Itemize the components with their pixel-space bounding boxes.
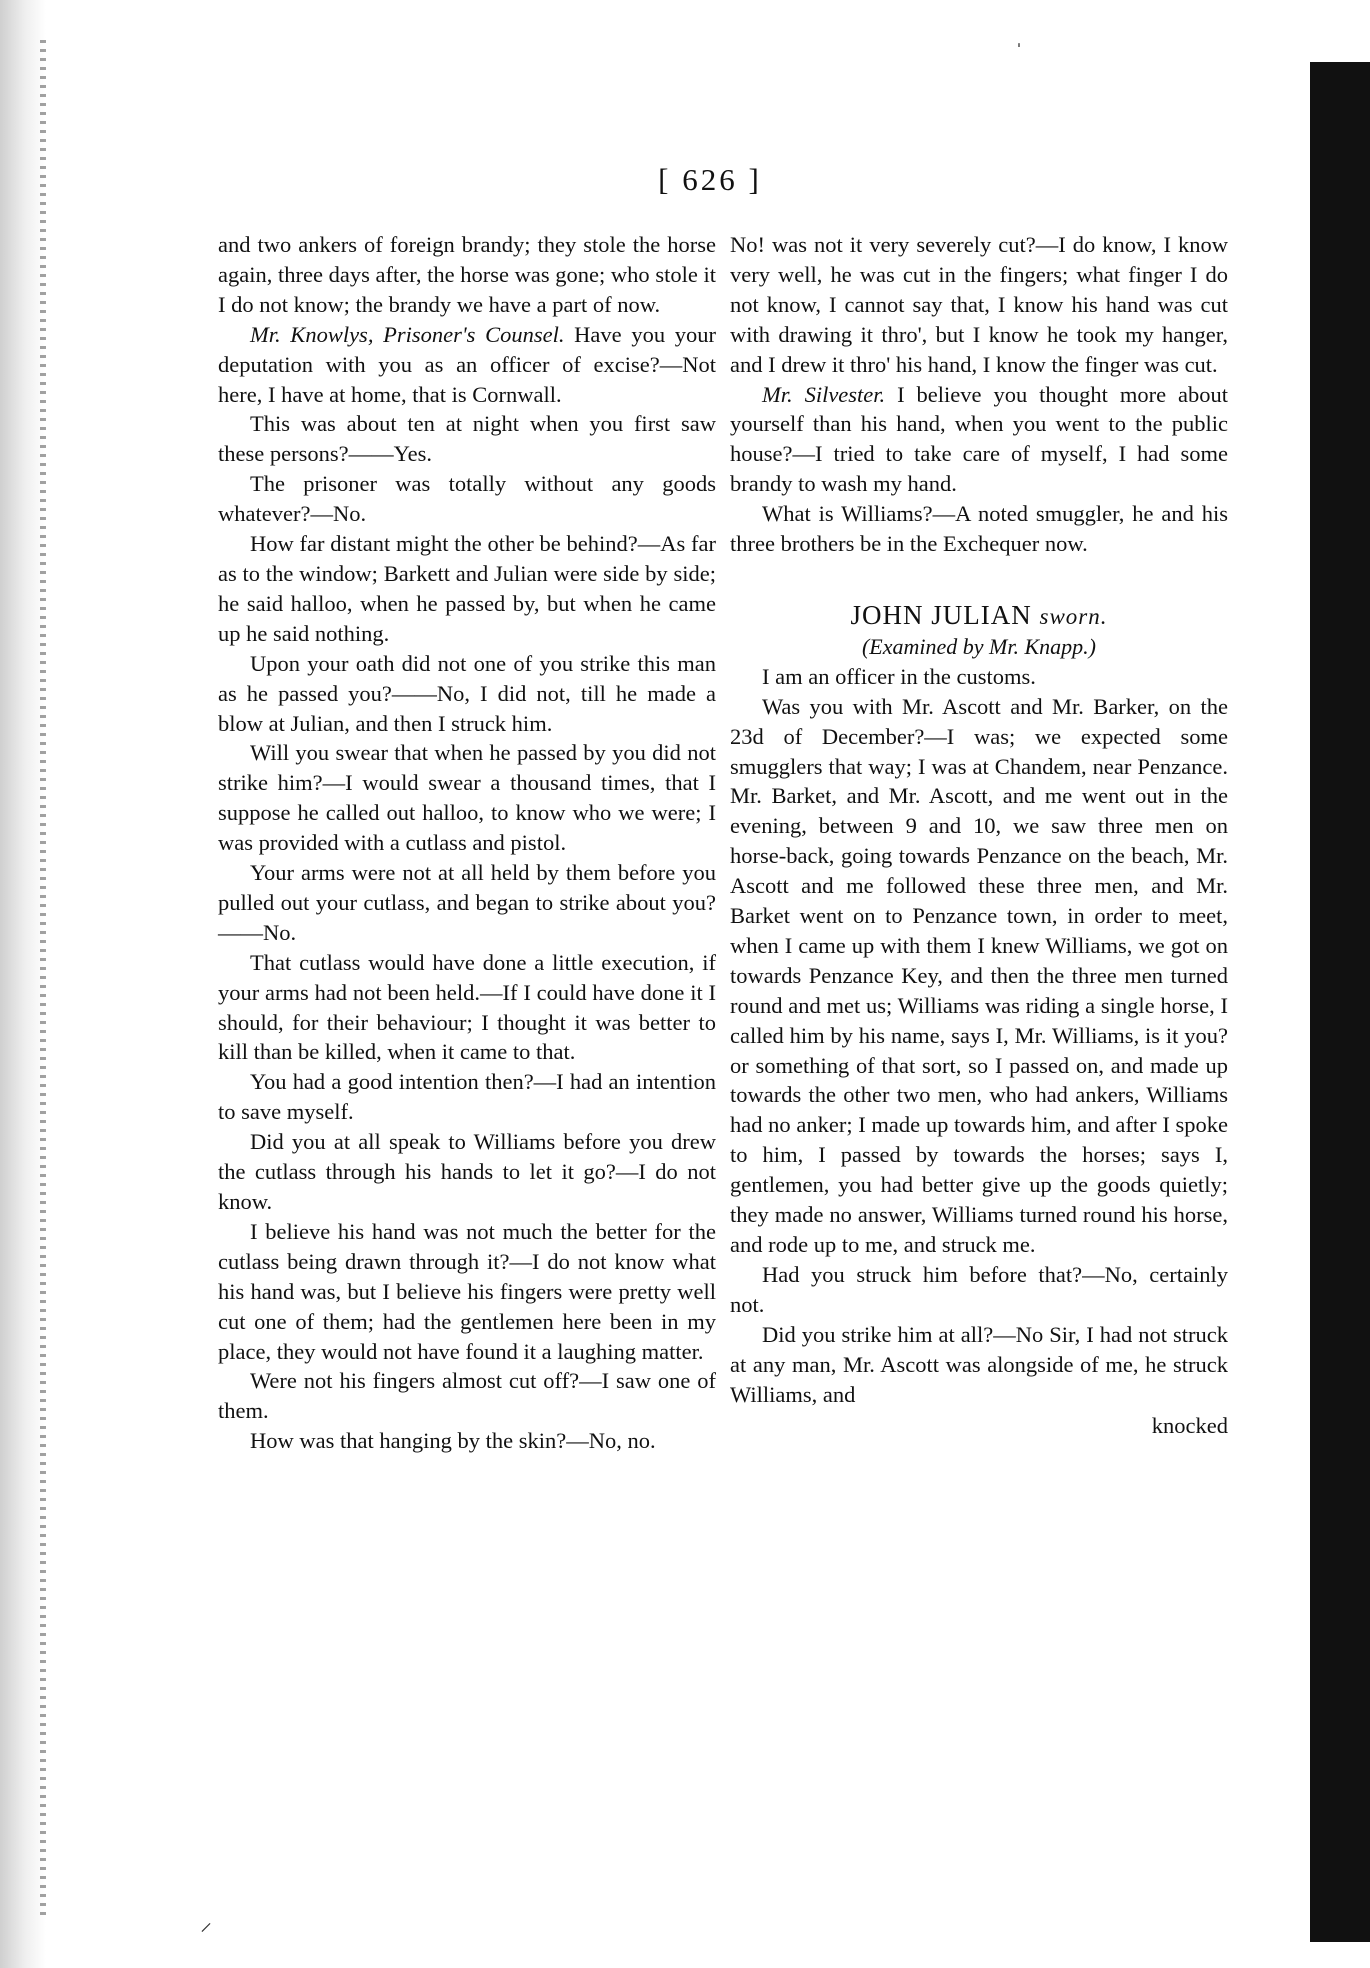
paragraph: The prisoner was totally without any goods whatever?—No. (218, 471, 716, 527)
paragraph: Your arms were not at all held by them before you pulled out your cutlass, and began to strike about you?——No. (218, 860, 716, 945)
paragraph (730, 380, 1228, 500)
paragraph: I am an officer in the customs. (762, 663, 1036, 689)
paragraph: I believe his hand was not much the better for the cutlass being drawn through it?—I do not know what his hand was, but I believe his fingers were pretty well cut one of them; had the gentlemen here been in my place, they would not have found it a laughing matter. (218, 1218, 716, 1364)
right-column (730, 230, 1228, 1441)
paragraph: Will you swear that when he passed by you did not strike him?—I would swear a thousand times, that I suppose he called out halloo, to know who we were; I was provided with a cutlass and pistol. (218, 740, 716, 856)
paragraph (218, 320, 716, 410)
left-column (218, 230, 716, 1456)
page-edge-dark-border (1310, 62, 1370, 1942)
witness-heading-suffix: sworn. (1039, 603, 1108, 629)
witness-name: JOHN JULIAN (850, 599, 1032, 630)
print-speck: ˈ (1015, 40, 1023, 66)
witness-heading (730, 601, 1228, 632)
page-number: [ 626 ] (658, 162, 762, 197)
examination-subheading (730, 632, 1228, 662)
paragraph-text: Have you your deputation with you as an officer of excise?—Not here, I have at home, that is Cornwall. (218, 321, 716, 407)
section-spacer (730, 559, 1228, 589)
paragraph: No! was not it very severely cut?—I do know, I know very well, he was cut in the fingers; what finger I do not know, I cannot say that, I know his hand was cut with drawing it thro', but I know he took my hanger, and I drew it thro' his hand, I know the finger was cut. (730, 232, 1228, 377)
paragraph: Did you at all speak to Williams before you drew the cutlass through his hands to let it go?—I do not know. (218, 1129, 716, 1214)
paragraph: Upon your oath did not one of you strike this man as he passed you?——No, I did not, till he made a blow at Julian, and then I struck him. (218, 650, 716, 736)
paragraph-text: I believe you thought more about yourself than his hand, when you went to the public house?—I tried to take care of myself, I had some brandy to wash my hand. (730, 381, 1228, 497)
paragraph: Was you with Mr. Ascott and Mr. Barker, on the 23d of December?—I was; we expected some smugglers that way; I was at Chandem, near Penzance. Mr. Barket, and Mr. Ascott, and me went out in the evening, between 9 and 10, we saw three men on horse-back, going towards Penzance on the beach, Mr. Ascott and me followed these three men, and Mr. Barket went on to Penzance town, in order to meet, when I came up with them I knew Williams, we got on towards Penzance Key, and then the three men turned round and met us; Williams was riding a single horse, I called him by his name, says I, Mr. Williams, is it you? or something of that sort, so I passed on, and made up towards the other two men, who had ankers, Williams had no anker; I made up towards him, and after I spoke to him, I passed by towards the horses; says I, gentlemen, you had better give up the goods quietly; they made no answer, Williams turned round his horse, and rode up to me, and struck me. (730, 693, 1228, 1257)
paragraph: How far distant might the other be behind?—As far as to the window; Barkett and Julian were side by side; he said halloo, when he passed by, but when he came up he said nothing. (218, 531, 716, 646)
paragraph: How was that hanging by the skin?—No, no. (250, 1428, 656, 1454)
paragraph: and two ankers of foreign brandy; they stole the horse again, three days after, the horse was gone; who stole it I do not know; the brandy we have a part of now. (218, 232, 716, 317)
paragraph: Were not his fingers almost cut off?—I saw one of them. (218, 1368, 716, 1424)
paragraph: What is Williams?—A noted smuggler, he and his three brothers be in the Exchequer now. (730, 501, 1228, 557)
speaker-label: Mr. Knowlys, Prisoner's Counsel. (250, 321, 565, 347)
examination-note: (Examined by Mr. Knapp.) (861, 633, 1096, 659)
paragraph: That cutlass would have done a little execution, if your arms had not been held.—If I could have done it I should, for their behaviour; I thought it was better to kill than be killed, when it came to that. (218, 949, 716, 1065)
binding-stitch-marks (40, 40, 46, 1920)
print-speck: ⸝ (200, 1910, 212, 1936)
paragraph: Had you struck him before that?—No, certainly not. (730, 1261, 1228, 1317)
paragraph: You had a good intention then?—I had an intention to save myself. (218, 1069, 716, 1125)
catchword: knocked (1151, 1413, 1228, 1439)
paragraph: This was about ten at night when you first saw these persons?——Yes. (218, 411, 716, 467)
paragraph: Did you strike him at all?—No Sir, I had not struck at any man, Mr. Ascott was alongside of me, he struck Williams, and (730, 1321, 1228, 1407)
speaker-label: Mr. Silvester. (762, 381, 886, 407)
